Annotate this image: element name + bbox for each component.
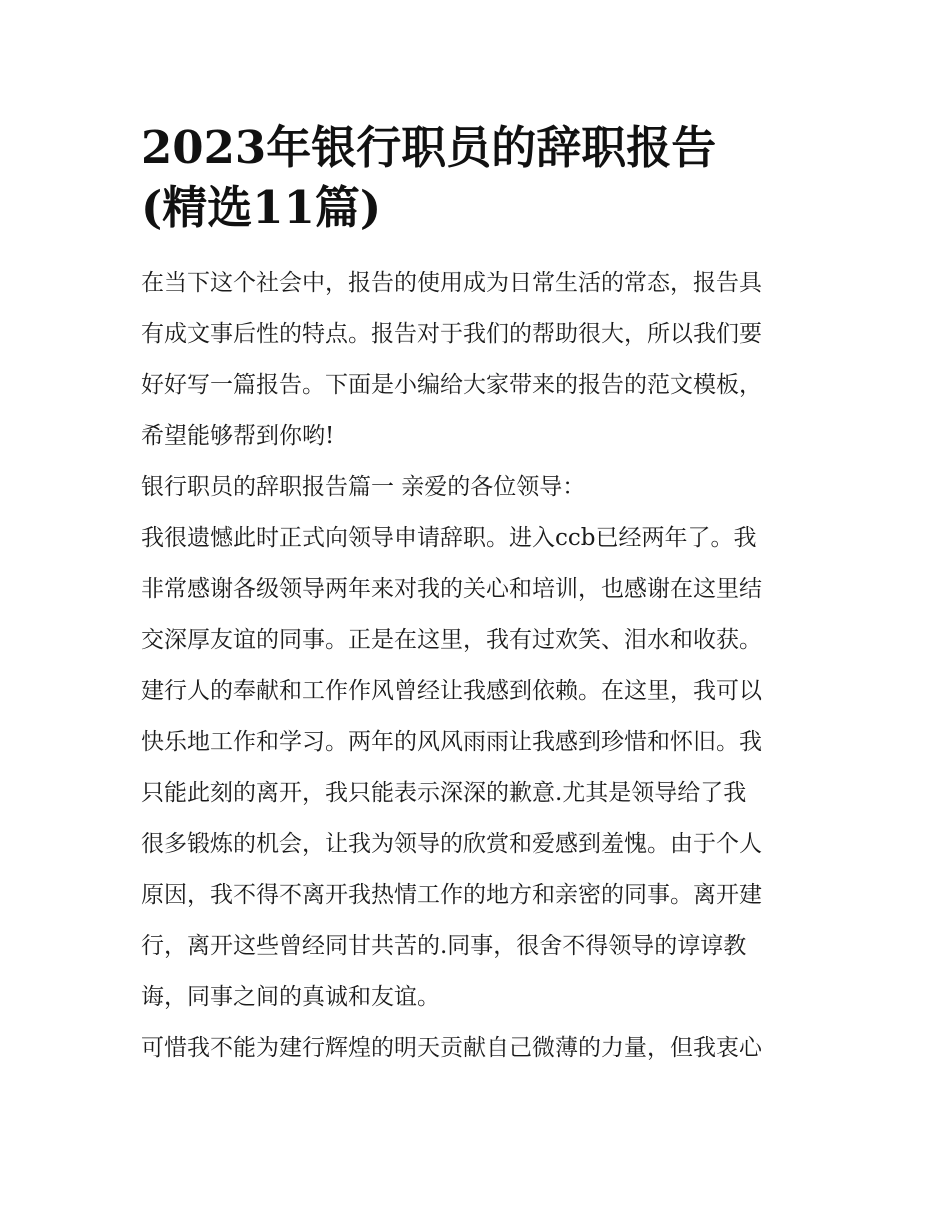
- text-line: 诲，同事之间的真诚和友谊。: [141, 984, 440, 1010]
- text-line: 非常感谢各级领导两年来对我的关心和培训，也感谢在这里结: [141, 576, 762, 602]
- text-line: 我很遗憾此时正式向领导申请辞职。进入ccb已经两年了。我: [141, 525, 757, 551]
- text-line: 快乐地工作和学习。两年的风风雨雨让我感到珍惜和怀旧。我: [141, 729, 762, 755]
- text-line: 可惜我不能为建行辉煌的明天贡献自己微薄的力量，但我衷心: [141, 1035, 762, 1061]
- text-line: 原因，我不得不离开我热情工作的地方和亲密的同事。离开建: [141, 882, 762, 908]
- text-line: 只能此刻的离开，我只能表示深深的歉意.尤其是领导给了我: [141, 780, 747, 806]
- body-paragraph: [141, 1023, 813, 1074]
- text-line: 行，离开这些曾经同甘共苦的.同事，很舍不得领导的谆谆教: [141, 933, 747, 959]
- text-line: 交深厚友谊的同事。正是在这里，我有过欢笑、泪水和收获。: [141, 627, 762, 653]
- document-content: [141, 118, 813, 1074]
- text-line: 在当下这个社会中，报告的使用成为日常生活的常态，报告具: [141, 270, 762, 296]
- body-paragraph: [141, 513, 813, 1023]
- intro-paragraph: [141, 258, 813, 462]
- section-heading-paragraph: [141, 462, 813, 513]
- title-line: (精选11篇): [141, 181, 382, 234]
- text-line: 希望能够帮到你哟!: [141, 423, 335, 449]
- document-title: [141, 118, 813, 238]
- title-line: 2023年银行职员的辞职报告: [141, 121, 717, 174]
- text-line: 建行人的奉献和工作作风曾经让我感到依赖。在这里，我可以: [141, 678, 762, 704]
- text-line: 好好写一篇报告。下面是小编给大家带来的报告的范文模板，: [141, 372, 762, 398]
- text-line: 很多锻炼的机会，让我为领导的欣赏和爱感到羞愧。由于个人: [141, 831, 762, 857]
- text-line: 有成文事后性的特点。报告对于我们的帮助很大，所以我们要: [141, 321, 762, 347]
- text-line: 银行职员的辞职报告篇一 亲爱的各位领导：: [141, 474, 586, 500]
